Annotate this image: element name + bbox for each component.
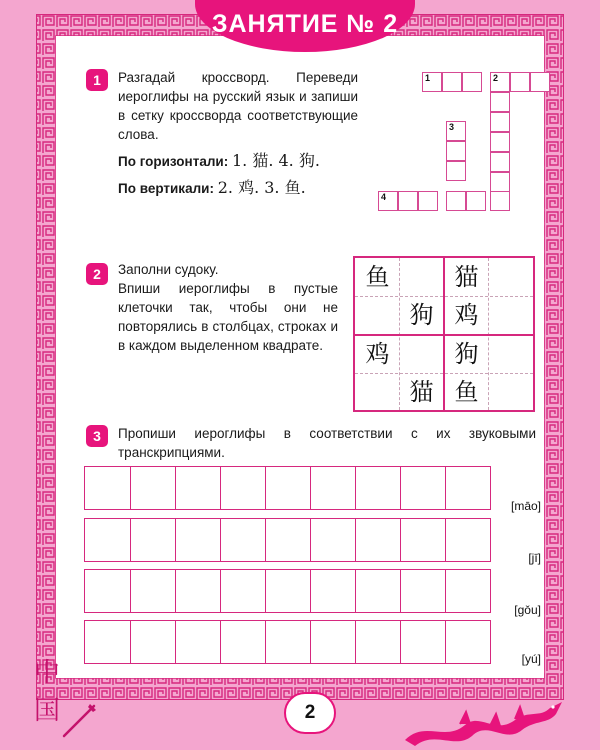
task-3-number: 3	[86, 425, 108, 447]
task-2-text: Впиши иероглифы в пустые клеточки так, чтобы они не повторялись в столбцах, строках и в каждом выделенном квадрате.	[118, 281, 338, 353]
sudoku-cell[interactable]	[489, 373, 534, 412]
crossword-cell[interactable]	[510, 72, 530, 92]
crossword-number-3: 3	[449, 122, 455, 132]
task-1-text: Разгадай кроссворд. Переведи иероглифы на русский язык и запиши в сетку кроссворда соответствующие слова.	[118, 70, 358, 142]
writing-row-2[interactable]	[84, 518, 491, 562]
sudoku-cell[interactable]	[489, 335, 534, 374]
sudoku-cell[interactable]	[399, 335, 444, 374]
sudoku-cell: 鱼	[454, 378, 479, 406]
vertical-label: По вертикали:	[118, 181, 214, 196]
horizontal-clues	[118, 148, 320, 171]
pinyin-mao: [māo]	[510, 499, 541, 513]
sudoku-cell: 鱼	[365, 263, 390, 291]
sudoku-cell: 鸡	[365, 340, 390, 368]
pinyin-gou: [gǒu]	[514, 603, 541, 617]
crossword-cell[interactable]	[398, 191, 418, 211]
sudoku-cell[interactable]	[355, 373, 400, 412]
horizontal-label: По горизонтали:	[118, 154, 229, 169]
sudoku-cell[interactable]	[399, 258, 444, 297]
crossword-cell[interactable]	[490, 112, 510, 132]
task-3-text: Пропиши иероглифы в соответствии с их звуковыми транскрипциями.	[118, 426, 536, 460]
crossword-cell[interactable]	[490, 172, 510, 192]
page-title: ЗАНЯТИЕ № 2	[211, 10, 399, 38]
writing-row-3[interactable]	[84, 569, 491, 613]
crossword-cell[interactable]	[446, 121, 466, 141]
china-character-guo: 国	[34, 696, 61, 726]
crossword-number-2: 2	[493, 73, 499, 83]
crossword-cell[interactable]	[462, 72, 482, 92]
crossword-cell[interactable]	[490, 72, 510, 92]
crossword-cell[interactable]	[446, 161, 466, 181]
page-number: 2	[284, 692, 336, 734]
task-2-number: 2	[86, 263, 108, 285]
crossword-number-4: 4	[381, 192, 387, 202]
sudoku-cell: 狗	[409, 301, 434, 329]
crossword-cell[interactable]	[418, 191, 438, 211]
crossword-number-1: 1	[425, 73, 431, 83]
sudoku-cell: 猫	[409, 378, 434, 406]
crossword-cell[interactable]	[490, 152, 510, 172]
task-2-title: Заполни судоку.	[118, 262, 219, 277]
pinyin-yu: [yú]	[521, 652, 541, 666]
crossword-cell[interactable]	[490, 132, 510, 152]
crossword-cell[interactable]	[530, 72, 550, 92]
sudoku-cell[interactable]	[489, 258, 534, 297]
writing-row-1[interactable]	[84, 466, 491, 510]
crossword-cell[interactable]	[466, 191, 486, 211]
crossword-cell[interactable]	[442, 72, 462, 92]
crossword-cell[interactable]	[446, 141, 466, 161]
sudoku-cell[interactable]	[489, 296, 534, 335]
pinyin-ji: [jī]	[528, 551, 541, 565]
china-character-zhong: 中	[34, 658, 61, 688]
sudoku-cell: 鸡	[454, 301, 479, 329]
horizontal-clue-text: 1. 猫. 4. 狗.	[231, 151, 320, 170]
vertical-clue-text: 2. 鸡. 3. 鱼.	[217, 178, 306, 197]
sudoku-cell: 狗	[454, 340, 479, 368]
brush-icon	[60, 700, 100, 740]
crossword-cell[interactable]	[490, 191, 510, 211]
crossword-cell[interactable]	[422, 72, 442, 92]
sudoku-grid	[353, 256, 535, 412]
writing-row-4[interactable]	[84, 620, 491, 664]
vertical-clues	[118, 175, 306, 198]
sudoku-cell: 猫	[454, 263, 479, 291]
crossword-cell[interactable]	[446, 191, 466, 211]
crossword-cell[interactable]	[490, 92, 510, 112]
task-1-number: 1	[86, 69, 108, 91]
crossword-cell[interactable]	[378, 191, 398, 211]
dragon-icon	[400, 690, 570, 750]
sudoku-cell[interactable]	[355, 296, 400, 335]
